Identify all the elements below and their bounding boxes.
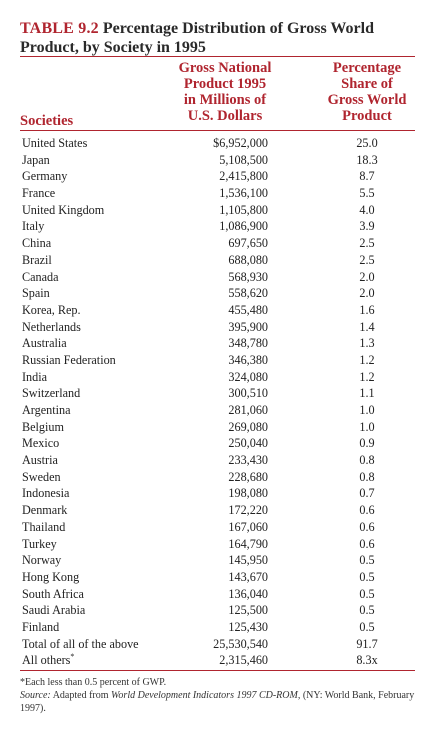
- table-row: [0, 335, 431, 352]
- society-name: Netherlands: [22, 319, 81, 334]
- society-name: Japan: [22, 152, 50, 167]
- cell-share: 0.5: [359, 619, 375, 634]
- table-row: [0, 319, 431, 336]
- cell-gnp: 250,040: [228, 436, 268, 451]
- table-row: [0, 435, 431, 452]
- cell-gnp: 688,080: [228, 252, 268, 267]
- table-row: [0, 586, 431, 603]
- table-row: [0, 502, 431, 519]
- society-name: United Kingdom: [22, 202, 105, 217]
- cell-share: 3.9: [359, 219, 375, 234]
- cell-society: [22, 435, 59, 452]
- cell-share: 0.5: [359, 586, 375, 601]
- cell-gnp: 269,080: [228, 419, 268, 434]
- table-row: [0, 552, 431, 569]
- footnote-note: *Each less than 0.5 percent of GWP.: [20, 677, 167, 688]
- table-row: [0, 269, 431, 286]
- table-row: [0, 252, 431, 269]
- cell-gnp: 1,536,100: [219, 186, 268, 201]
- table-row: [0, 202, 431, 219]
- cell-society: [22, 385, 80, 402]
- cell-gnp: 2,415,800: [219, 169, 268, 184]
- table-row: [0, 185, 431, 202]
- table-row: [0, 135, 431, 152]
- society-name: Canada: [22, 269, 59, 284]
- source-post: (NY: World Bank, February 1997).: [20, 690, 415, 714]
- cell-society: [22, 636, 139, 653]
- cell-share: 91.7: [356, 636, 378, 651]
- society-name: Turkey: [22, 536, 57, 551]
- header-share: [318, 60, 416, 124]
- society-name: Sweden: [22, 469, 61, 484]
- table-row: [0, 168, 431, 185]
- header-share-line: Percentage: [332, 60, 402, 76]
- cell-society: [22, 302, 81, 319]
- cell-society: [22, 152, 50, 169]
- cell-society: [22, 502, 67, 519]
- table-row: [0, 485, 431, 502]
- cell-gnp: 233,430: [228, 453, 268, 468]
- footer-rule: [20, 670, 415, 671]
- cell-society: [22, 269, 59, 286]
- cell-share: 2.0: [359, 286, 375, 301]
- cell-share: 1.0: [359, 419, 375, 434]
- society-name: Norway: [22, 553, 62, 568]
- footnote-mark: *: [70, 652, 75, 662]
- society-name: Switzerland: [22, 386, 81, 401]
- cell-society: [22, 218, 44, 235]
- cell-gnp: $6,952,000: [213, 136, 268, 150]
- title-rule: [20, 56, 415, 57]
- cell-share: 2.0: [359, 269, 375, 284]
- table-row: [0, 419, 431, 436]
- cell-gnp: 198,080: [228, 486, 268, 501]
- cell-share: 0.7: [359, 486, 375, 501]
- society-name: France: [22, 186, 56, 201]
- cell-gnp: 228,680: [228, 469, 268, 484]
- cell-gnp: 558,620: [228, 286, 268, 301]
- table-row: [0, 385, 431, 402]
- cell-gnp: 172,220: [228, 503, 268, 518]
- header-societies: Societies: [20, 113, 74, 129]
- cell-society: [22, 235, 51, 252]
- society-name: All others: [22, 653, 71, 668]
- cell-society: [22, 485, 69, 502]
- header-gnp: [160, 60, 290, 124]
- society-name: Russian Federation: [22, 352, 116, 367]
- header-share-line: Gross World: [327, 92, 407, 108]
- cell-society: [22, 586, 84, 603]
- cell-gnp: 125,500: [228, 603, 268, 618]
- cell-society: [22, 519, 65, 536]
- society-name: Spain: [22, 286, 50, 301]
- table-body: [0, 135, 431, 669]
- cell-share: 1.6: [359, 302, 375, 317]
- cell-share: 0.6: [359, 536, 375, 551]
- table-row: [0, 619, 431, 636]
- table-row: [0, 402, 431, 419]
- table-row: [0, 302, 431, 319]
- table-row: [0, 218, 431, 235]
- society-name: Belgium: [22, 419, 64, 434]
- table-row: [0, 469, 431, 486]
- table-title: [20, 19, 415, 57]
- cell-share: 25.0: [356, 136, 378, 150]
- cell-society: [22, 452, 58, 469]
- cell-share: 1.0: [359, 403, 375, 417]
- table-row: [0, 569, 431, 586]
- cell-society: [22, 135, 87, 152]
- society-name: Argentina: [22, 403, 71, 417]
- cell-share: 8.7: [359, 169, 375, 184]
- cell-share: 1.1: [359, 386, 375, 401]
- table-row: [0, 235, 431, 252]
- cell-society: [22, 168, 67, 185]
- cell-society: [22, 319, 81, 336]
- society-name: Thailand: [22, 519, 66, 534]
- society-name: Korea, Rep.: [22, 302, 81, 317]
- cell-society: [22, 419, 64, 436]
- cell-gnp: 25,530,540: [213, 636, 268, 651]
- cell-society: [22, 352, 116, 369]
- cell-society: [22, 619, 59, 636]
- cell-gnp: 455,480: [228, 302, 268, 317]
- header-share-line: Product: [342, 108, 392, 124]
- cell-gnp: 697,650: [228, 236, 268, 251]
- society-name: United States: [22, 136, 88, 150]
- source-label: Source:: [20, 690, 51, 701]
- cell-share: 2.5: [359, 252, 375, 267]
- title-line-1: [20, 19, 415, 38]
- society-name: Italy: [22, 219, 45, 234]
- header-rule: [20, 130, 415, 131]
- cell-share: 0.5: [359, 553, 375, 568]
- society-name: India: [22, 369, 48, 384]
- cell-society: [22, 569, 79, 586]
- cell-share: 0.8: [359, 469, 375, 484]
- cell-gnp: 145,950: [228, 553, 268, 568]
- source-title: World Development Indicators 1997 CD-ROM,: [111, 690, 301, 701]
- cell-society: [22, 185, 55, 202]
- cell-gnp: 5,108,500: [219, 152, 268, 167]
- cell-society: [22, 469, 61, 486]
- table-row: [0, 636, 431, 653]
- society-name: Germany: [22, 169, 68, 184]
- society-name: South Africa: [22, 586, 84, 601]
- footnotes: [20, 676, 415, 715]
- cell-share: 1.2: [359, 369, 375, 384]
- cell-share: 0.5: [359, 569, 375, 584]
- table-number: TABLE 9.2: [20, 20, 99, 37]
- cell-gnp: 1,105,800: [219, 202, 268, 217]
- cell-gnp: 167,060: [228, 519, 268, 534]
- title-text-2: Product, by Society in 1995: [20, 39, 206, 56]
- society-name: Finland: [22, 619, 60, 634]
- cell-share: 0.6: [359, 519, 375, 534]
- table-row: [0, 352, 431, 369]
- table-row: [0, 519, 431, 536]
- cell-gnp: 143,670: [228, 569, 268, 584]
- cell-gnp: 125,430: [228, 619, 268, 634]
- table-row: [0, 536, 431, 553]
- cell-gnp: 395,900: [228, 319, 268, 334]
- cell-society: [22, 202, 104, 219]
- society-name: Denmark: [22, 503, 68, 518]
- society-name: China: [22, 236, 52, 251]
- cell-share: 0.9: [359, 436, 375, 451]
- society-name: Indonesia: [22, 486, 70, 501]
- cell-society: [22, 536, 57, 553]
- society-name: Brazil: [22, 252, 52, 267]
- table-row: [0, 285, 431, 302]
- society-name: Australia: [22, 336, 67, 351]
- table-row: [0, 452, 431, 469]
- header-gnp-line: U.S. Dollars: [187, 108, 263, 124]
- cell-gnp: 568,930: [228, 269, 268, 284]
- cell-share: 8.3x: [356, 653, 378, 668]
- cell-share: 5.5: [359, 186, 375, 201]
- cell-share: 1.2: [359, 352, 375, 367]
- table-row: [0, 652, 431, 669]
- cell-gnp: 281,060: [228, 403, 268, 417]
- cell-society: [22, 335, 67, 352]
- cell-share: 4.0: [359, 202, 375, 217]
- header-share-line: Share of: [341, 76, 393, 92]
- cell-share: 18.3: [356, 152, 378, 167]
- table-row: [0, 602, 431, 619]
- cell-society: [22, 285, 50, 302]
- cell-society: [22, 552, 61, 569]
- cell-society: [22, 402, 71, 419]
- cell-gnp: 300,510: [228, 386, 268, 401]
- cell-gnp: 346,380: [228, 352, 268, 367]
- table-row: [0, 369, 431, 386]
- cell-share: 2.5: [359, 236, 375, 251]
- cell-society: [22, 369, 47, 386]
- cell-share: 0.5: [359, 603, 375, 618]
- cell-share: 1.4: [359, 319, 375, 334]
- cell-society: [22, 602, 85, 619]
- title-text-1: Percentage Distribution of Gross World: [102, 20, 374, 37]
- cell-share: 1.3: [359, 336, 375, 351]
- society-name: Austria: [22, 453, 58, 468]
- cell-gnp: 136,040: [228, 586, 268, 601]
- cell-gnp: 164,790: [228, 536, 268, 551]
- society-name: Total of all of the above: [22, 636, 139, 651]
- society-name: Saudi Arabia: [22, 603, 86, 618]
- header-gnp-line: Gross National: [178, 60, 272, 76]
- header-gnp-line: Product 1995: [183, 76, 267, 92]
- society-name: Mexico: [22, 436, 60, 451]
- source-pre: Adapted from: [52, 690, 109, 701]
- table-row: [0, 152, 431, 169]
- cell-gnp: 2,315,460: [219, 653, 268, 668]
- cell-society: [22, 252, 52, 269]
- cell-share: 0.6: [359, 503, 375, 518]
- cell-gnp: 324,080: [228, 369, 268, 384]
- cell-gnp: 1,086,900: [219, 219, 268, 234]
- cell-society: [22, 652, 74, 669]
- cell-gnp: 348,780: [228, 336, 268, 351]
- society-name: Hong Kong: [22, 569, 80, 584]
- footnote-source: [20, 689, 415, 715]
- cell-share: 0.8: [359, 453, 375, 468]
- header-gnp-line: in Millions of: [183, 92, 267, 108]
